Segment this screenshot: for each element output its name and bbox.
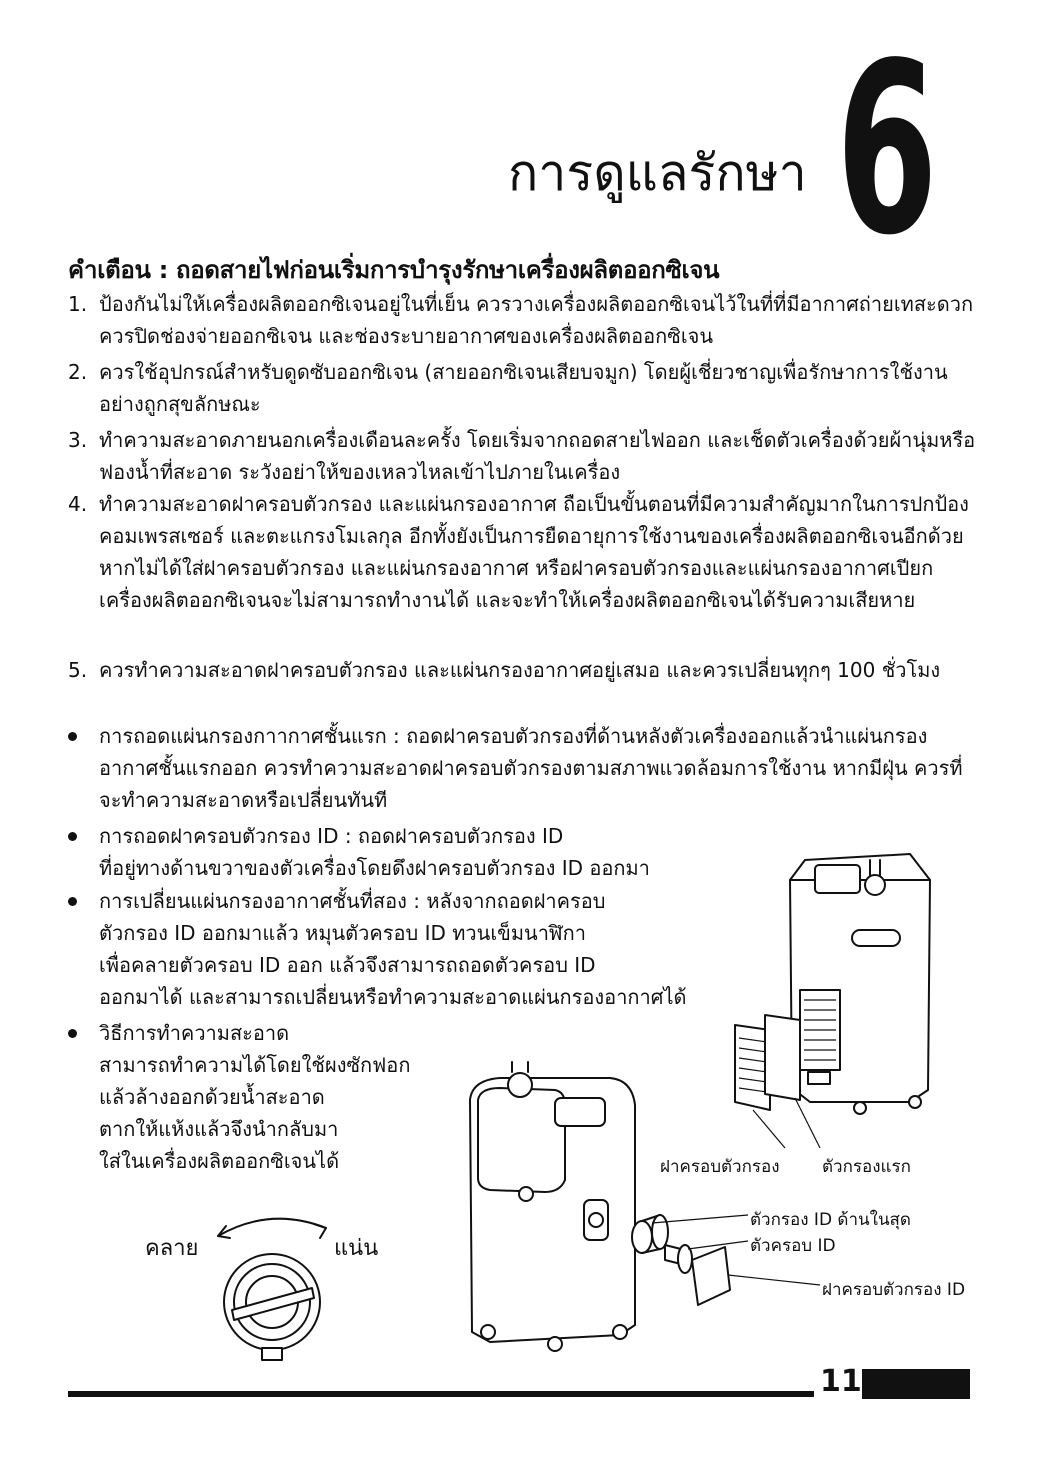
- footer-block: [862, 1369, 970, 1399]
- list-number: 4.: [68, 492, 88, 516]
- bullet-item-cleaning: [68, 1017, 488, 1177]
- list-item-step-5: [68, 654, 978, 686]
- list-number: 1.: [68, 292, 88, 316]
- page-number: 11: [820, 1364, 862, 1399]
- concentrator-front-illustration: [460, 1060, 650, 1360]
- bullet-line: ตัวกรอง ID ออกมาแล้ว หมุนตัวครอบ ID ทวนเข็มนาฬิกา: [99, 921, 586, 945]
- list-item-step-2: [68, 356, 978, 420]
- list-text: ทำความสะอาดภายนอกเครื่องเดือนละครั้ง โดยเริ่มจากถอดสายไฟออก และเช็ดตัวเครื่องด้วยผ้านุ่มหรือฟองน้ำที่สะอาด ระวังอย่าให้ของเหลวไหลเข้าไปภายในเครื่อง: [99, 428, 976, 484]
- list-text: ทำความสะอาดฝาครอบตัวกรอง และแผ่นกรองอากาศ ถือเป็นขั้นตอนที่มีความสำคัญมากในการปกป้องคอมเพรสเซอร์ และตะแกรงโมเลกุล อีกทั้งยังเป็นการยืดอายุการใช้งานของเครื่องผลิตออกซิเจนอีกด้วย หากไม่ได้ใส่ฝาครอบตัวกรอง และแผ่นกรองอากาศ หรือฝาครอบตัวกรองและแผ่นกรองอากาศเปียก เครื่องผลิตออกซิเจนจะไม่สามารถทำงานได้ และจะทำให้เครื่องผลิตออกซิเจนได้รับความเสียหาย: [99, 492, 969, 612]
- bullet-line: สามารถทำความได้โดยใช้ผงซักฟอก: [99, 1053, 411, 1077]
- list-number: 5.: [68, 658, 88, 682]
- label-id-filter-cover: ฝาครอบตัวกรอง ID: [822, 1280, 966, 1300]
- bullet-item-first-filter: [68, 720, 978, 816]
- list-text: ควรทำความสะอาดฝาครอบตัวกรอง และแผ่นกรองอากาศอยู่เสมอ และควรเปลี่ยนทุกๆ 100 ชั่วโมง: [99, 658, 941, 682]
- bullet-line: วิธีการทำความสะอาด: [99, 1021, 290, 1045]
- label-id-housing: ตัวครอบ ID: [750, 1236, 836, 1256]
- warning-heading: คำเตือน : ถอดสายไฟก่อนเริ่มการบำรุงรักษาเครื่องผลิตออกซิเจน: [68, 256, 720, 284]
- label-loosen: คลาย: [145, 1236, 199, 1261]
- bullet-line: การเปลี่ยนแผ่นกรองอากาศชั้นที่สอง : หลังจากถอดฝาครอบ: [99, 889, 606, 913]
- list-text: ควรใช้อุปกรณ์สำหรับดูดซับออกซิเจน (สายออกซิเจนเสียบจมูก) โดยผู้เชี่ยวชาญเพื่อรักษาการใช้งานอย่างถูกสุขลักษณะ: [99, 360, 948, 416]
- list-item-step-4: [68, 488, 978, 616]
- label-id-inner-filter: ตัวกรอง ID ด้านในสุด: [750, 1210, 911, 1230]
- id-filter-parts-illustration: [630, 1205, 830, 1315]
- bullet-item-id-cover: [68, 820, 768, 884]
- label-first-filter: ตัวกรองแรก: [822, 1157, 911, 1177]
- list-text: ป้องกันไม่ให้เครื่องผลิตออกซิเจนอยู่ในที่เย็น ควรวางเครื่องผลิตออกซิเจนไว้ในที่ที่มีอากาศถ่ายเทสะดวก ควรปิดช่องจ่ายออกซิเจน และช่องระบายอากาศของเครื่องผลิตออกซิเจน: [99, 292, 974, 348]
- label-filter-cover: ฝาครอบตัวกรอง: [660, 1157, 780, 1177]
- page-title: การดูแลรักษา: [508, 144, 807, 202]
- bullet-line: การถอดฝาครอบตัวกรอง ID : ถอดฝาครอบตัวกรอง ID: [99, 824, 564, 848]
- list-item-step-1: [68, 288, 978, 352]
- bullet-line: แล้วล้างออกด้วยน้ำสะอาด: [99, 1085, 325, 1109]
- list-number: 2.: [68, 360, 88, 384]
- bullet-icon: [68, 832, 77, 841]
- bullet-icon: [68, 897, 77, 906]
- bullet-item-second-filter: [68, 885, 768, 1013]
- list-item-step-3: [68, 424, 978, 488]
- bullet-line: ที่อยู่ทางด้านขวาของตัวเครื่องโดยดึงฝาครอบตัวกรอง ID ออกมา: [99, 856, 650, 880]
- filter-cover-illustration: [725, 1010, 815, 1150]
- bullet-icon: [68, 732, 77, 741]
- bullet-line: ออกมาได้ และสามารถเปลี่ยนหรือทำความสะอาดแผ่นกรองอากาศได้: [99, 985, 687, 1009]
- label-tighten: แน่น: [334, 1236, 379, 1261]
- bullet-line: เพื่อคลายตัวครอบ ID ออก แล้วจึงสามารถถอดตัวครอบ ID: [99, 953, 596, 977]
- bullet-line: ใส่ในเครื่องผลิตออกซิเจนได้: [99, 1149, 340, 1173]
- bullet-icon: [68, 1029, 77, 1038]
- footer-rule: [68, 1391, 814, 1397]
- bullet-line: ตากให้แห้งแล้วจึงนำกลับมา: [99, 1117, 339, 1141]
- id-cap-icon: [218, 1250, 328, 1370]
- chapter-number: 6: [836, 12, 938, 287]
- list-number: 3.: [68, 428, 88, 452]
- bullet-text: การถอดแผ่นกรองกาากาศชั้นแรก : ถอดฝาครอบตัวกรองที่ด้านหลังตัวเครื่องออกแล้วนำแผ่นกรองอากาศชั้นแรกออก ควรทำความสะอาดฝาครอบตัวกรองตามสภาพแวดล้อมการใช้งาน หากมีฝุ่น ควรที่จะทำความสะอาดหรือเปลี่ยนทันที: [99, 724, 963, 812]
